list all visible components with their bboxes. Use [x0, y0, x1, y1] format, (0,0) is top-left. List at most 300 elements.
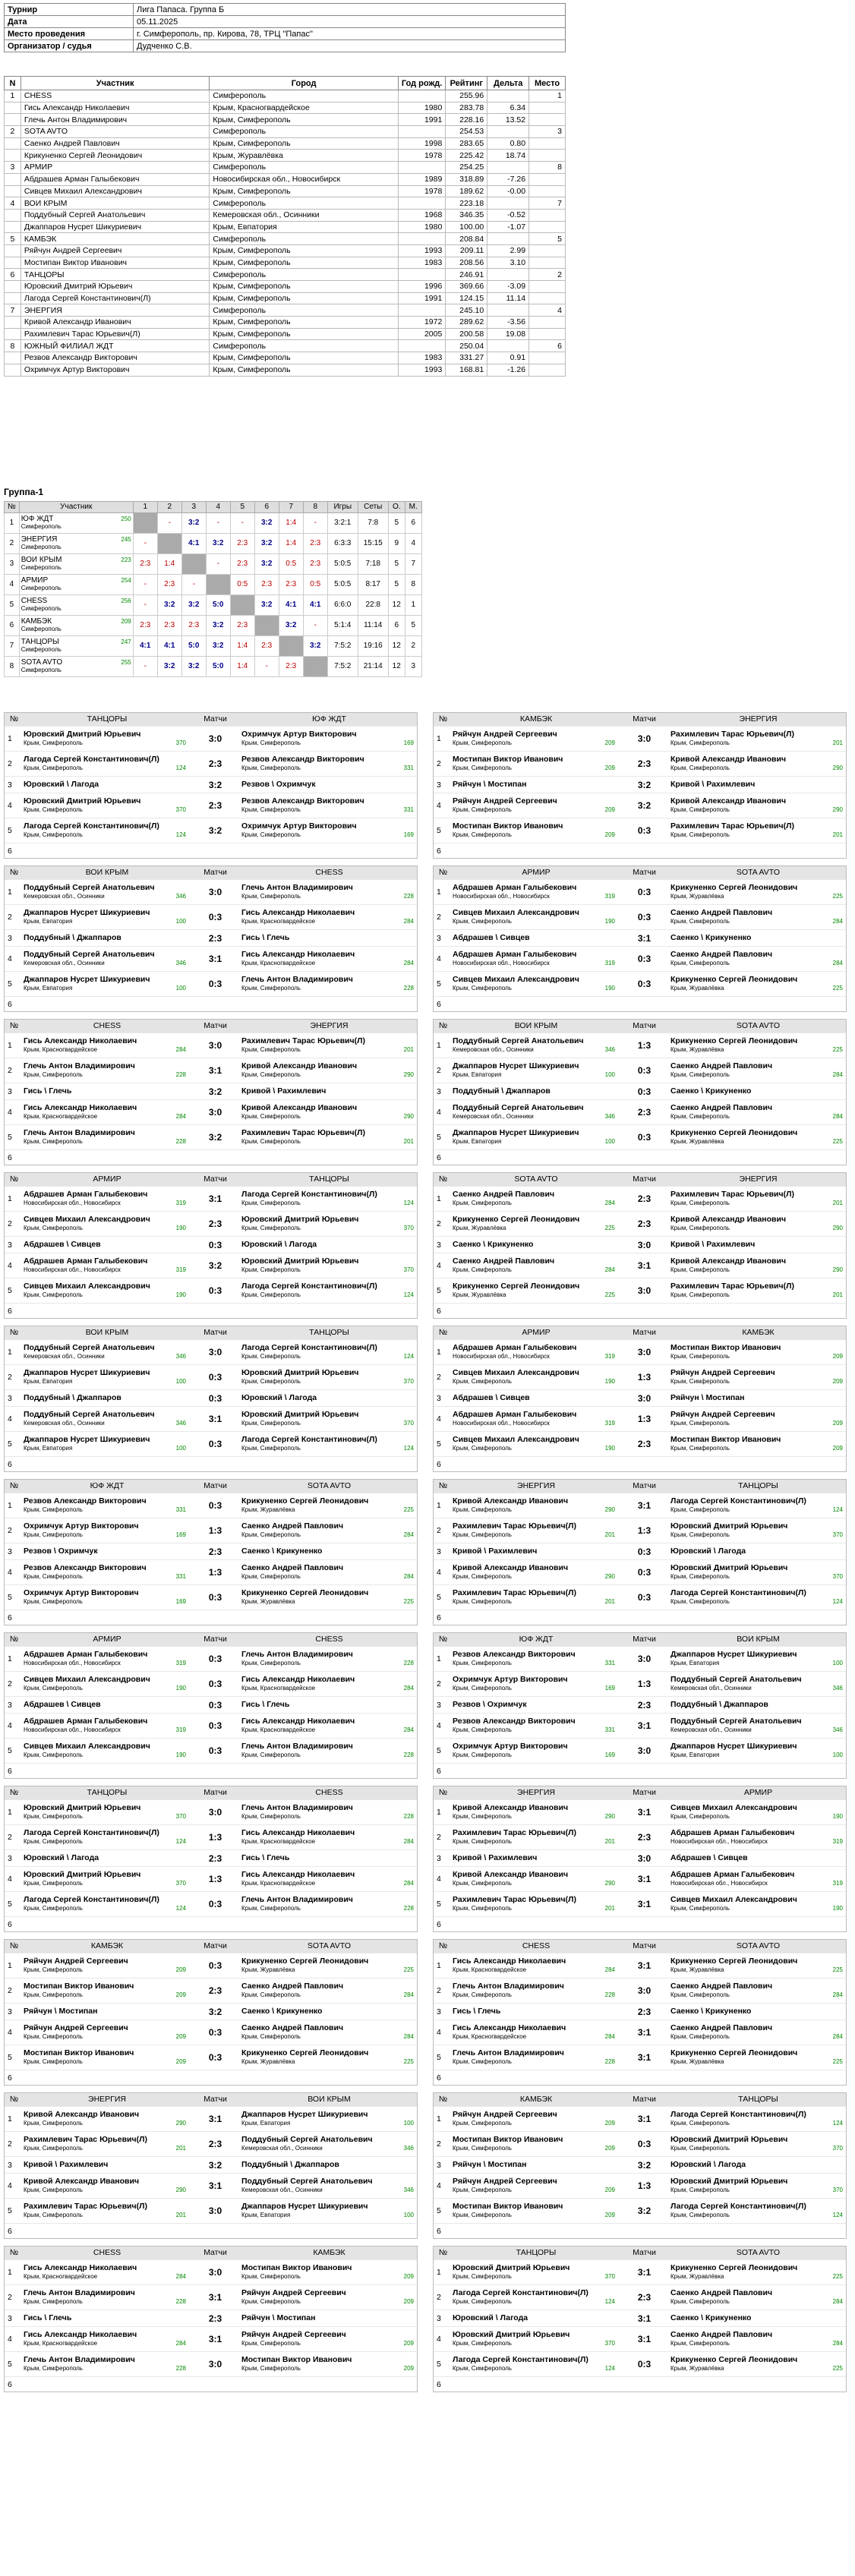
game-n: 6	[437, 1766, 441, 1776]
player-a-city: Новосибирская обл., Новосибирск 319	[24, 1199, 191, 1207]
match-game-row	[434, 2284, 846, 2310]
player-b-name: Ряйчун Андрей Сергеевич	[670, 1410, 775, 1419]
player-b	[669, 1676, 847, 1692]
player-b-rating: 225	[832, 2365, 843, 2372]
player-a	[453, 1829, 620, 1846]
team-city: Симферополь	[21, 646, 62, 653]
player-b	[669, 1651, 847, 1667]
player-b-city: Крым, Симферополь 201	[241, 1137, 418, 1146]
match-game-row	[434, 1713, 846, 1738]
player-b-name: Саенко Андрей Павлович	[670, 1103, 773, 1112]
standings-delta: -3.09	[487, 281, 529, 293]
game-n: 6	[8, 2379, 12, 2389]
info-value: Дудченко С.В.	[134, 40, 566, 52]
player-a-rating: 228	[175, 1138, 186, 1145]
player-b	[240, 1087, 418, 1096]
match-doubles-row	[5, 2310, 417, 2326]
game-score: 3:0	[637, 1745, 652, 1756]
match-game-row	[5, 1431, 417, 1456]
player-b	[669, 780, 847, 789]
standings-rating: 318.89	[446, 173, 487, 185]
match-team-a: ЭНЕРГИЯ	[517, 1481, 555, 1490]
game-score: 2:3	[208, 1219, 222, 1229]
crosstable-self-cell	[206, 575, 230, 595]
match-header	[5, 2247, 417, 2259]
player-a	[24, 1717, 191, 1734]
match-game-row	[434, 2198, 846, 2223]
standings-year: 2005	[398, 328, 445, 340]
player-a-rating: 209	[175, 2058, 186, 2065]
game-n: 6	[437, 1459, 441, 1469]
crosstable-score: 3:2	[254, 534, 279, 554]
match-game-row	[5, 751, 417, 776]
game-n: 2	[8, 2293, 12, 2302]
game-score: 0:3	[208, 1745, 222, 1756]
game-n: 2	[8, 913, 12, 922]
game-score: 0:3	[208, 1439, 222, 1449]
player-a-name: Абдрашев Арман Галыбекович	[24, 1190, 148, 1199]
match-game-row	[5, 1253, 417, 1278]
player-a-city: Крым, Евпатория 100	[24, 984, 191, 992]
player-b	[669, 1982, 847, 1999]
player-a	[24, 1344, 191, 1361]
standings-header-cell: Место	[529, 77, 566, 90]
player-b-city: Крым, Симферополь 209	[241, 2364, 418, 2373]
match-empty-row	[5, 2223, 417, 2238]
player-b-rating: 284	[403, 1880, 414, 1887]
crosstable-score: 2:3	[133, 554, 157, 575]
player-b	[669, 797, 847, 814]
pair-a: Абдрашев \ Сивцев	[24, 1700, 101, 1709]
match-doubles-row	[5, 1849, 417, 1866]
player-b-name: Ряйчун Андрей Сергеевич	[670, 1368, 775, 1377]
player-b-rating: 284	[403, 2033, 414, 2040]
player-a-rating: 100	[604, 1071, 615, 1078]
player-b-city: Крым, Симферополь 284	[670, 2339, 847, 2347]
game-n: 4	[8, 1874, 12, 1884]
player-b-rating: 284	[832, 960, 843, 966]
game-n: 4	[8, 1261, 12, 1270]
player-b-name: Мостипан Виктор Иванович	[670, 1343, 781, 1352]
player-a-name: Юровский Дмитрий Юрьевич	[24, 1870, 141, 1879]
standings-player-row	[5, 292, 566, 304]
player-a-city: Крым, Симферополь 124	[453, 2297, 620, 2306]
standings-rating: 331.27	[446, 352, 487, 364]
player-a-rating: 201	[175, 2145, 186, 2152]
match-empty-row	[5, 1610, 417, 1625]
crosstable-place: 4	[405, 534, 421, 554]
player-b-rating: 190	[832, 1905, 843, 1912]
game-n: 1	[437, 1348, 441, 1357]
player-a-city: Крым, Красногвардейское 284	[453, 1966, 620, 1974]
player-a	[453, 884, 620, 900]
player-b	[240, 1215, 418, 1232]
player-a-city: Крым, Симферополь 169	[24, 1597, 191, 1606]
player-b	[240, 1564, 418, 1581]
player-b-name: Рахимлевич Тарас Юрьевич(Л)	[670, 821, 794, 831]
standings-city: Новосибирская обл., Новосибирск	[210, 173, 399, 185]
player-a-rating: 284	[604, 2033, 615, 2040]
player-a	[453, 1896, 620, 1912]
player-b-name: Рахимлевич Тарас Юрьевич(Л)	[670, 730, 794, 739]
player-a-city: Крым, Симферополь 290	[453, 1506, 620, 1514]
crosstable-games: 7:5:2	[327, 657, 358, 677]
player-a-city: Крым, Евпатория 100	[24, 1444, 191, 1452]
player-b	[240, 1062, 418, 1079]
game-n: 1	[437, 1654, 441, 1663]
match-game-row	[5, 1559, 417, 1584]
crosstable-header-cell: №	[5, 502, 20, 513]
info-value: Лига Папаса. Группа Б	[134, 4, 566, 16]
game-score: 0:3	[208, 1592, 222, 1603]
game-score: 3:1	[208, 2114, 222, 2124]
player-b	[240, 1369, 418, 1386]
player-b-city: Крым, Симферополь 284	[241, 1991, 418, 1999]
match-game-row	[5, 1713, 417, 1738]
match-header-matches: Матчи	[633, 2095, 656, 2104]
info-key: Турнир	[5, 4, 134, 16]
crosstable-self-cell	[157, 534, 181, 554]
player-b	[240, 2007, 418, 2016]
standings-place: 5	[529, 233, 566, 245]
player-a	[24, 2331, 191, 2347]
game-n: 1	[8, 1041, 12, 1050]
crosstable-row	[5, 534, 422, 554]
player-b-city: Крым, Симферополь 284	[670, 959, 847, 967]
match-header	[434, 1173, 846, 1186]
player-b-rating: 209	[403, 2298, 414, 2305]
player-b	[240, 1037, 418, 1054]
player-b-city: Крым, Симферополь 284	[670, 1991, 847, 1999]
player-b-rating: 290	[832, 1225, 843, 1231]
game-n: 4	[8, 1108, 12, 1117]
match-game-row	[434, 1584, 846, 1610]
match-empty-row	[434, 1456, 846, 1471]
player-b	[240, 1282, 418, 1299]
match-doubles-row	[434, 1236, 846, 1253]
player-b-city: Крым, Симферополь 209	[241, 2272, 418, 2281]
game-score: 3:0	[637, 1392, 652, 1404]
player-b	[669, 1896, 847, 1912]
match-header-matches: Матчи	[633, 868, 656, 877]
player-b-rating: 370	[832, 1531, 843, 1538]
match-team-a: ЭНЕРГИЯ	[517, 1788, 555, 1797]
player-b-name: Глечь Антон Владимирович	[241, 975, 353, 984]
player-b-city: Крым, Симферополь 124	[670, 1597, 847, 1606]
crosstable-score: 1:4	[157, 554, 181, 575]
game-score: 3:0	[208, 1040, 222, 1051]
game-score: 3:2	[208, 1260, 222, 1271]
player-b-name: Кривой Александр Иванович	[241, 1103, 358, 1112]
player-a	[453, 934, 620, 942]
crosstable-points: 12	[388, 657, 405, 677]
player-b-name: Юровский Дмитрий Юрьевич	[670, 2135, 788, 2144]
player-b	[669, 1037, 847, 1054]
match-game-row	[5, 1278, 417, 1303]
crosstable-team	[19, 554, 133, 575]
match-header-n: №	[9, 1635, 19, 1644]
game-n: 6	[8, 2073, 12, 2083]
player-a-rating: 169	[604, 1751, 615, 1758]
match-team-a: ЮФ ЖДТ	[90, 1481, 125, 1490]
standings-n	[5, 352, 21, 364]
player-a-city: Крым, Красногвардейское 284	[453, 2032, 620, 2041]
standings-header-cell: Город	[210, 77, 399, 90]
player-b-city: Крым, Журавлёвка 225	[670, 2272, 847, 2281]
player-a	[453, 1282, 620, 1299]
game-n: 4	[437, 2335, 441, 2344]
match-game-row	[5, 1738, 417, 1763]
player-a-name: Рахимлевич Тарас Юрьевич(Л)	[453, 1588, 576, 1597]
player-b-city: Крым, Симферополь 124	[241, 1291, 418, 1299]
crosstable-score: 2:3	[230, 616, 254, 636]
crosstable-place: 7	[405, 554, 421, 575]
standings-place	[529, 317, 566, 329]
player-a-rating: 190	[175, 1291, 186, 1298]
standings-year: 1983	[398, 352, 445, 364]
player-a-rating: 319	[604, 1420, 615, 1427]
match-doubles-row	[5, 776, 417, 793]
player-b	[240, 1896, 418, 1912]
standings-rating: 124.15	[446, 292, 487, 304]
player-b-rating: 209	[832, 1353, 843, 1360]
player-b	[240, 797, 418, 814]
match-card	[433, 1939, 847, 2086]
player-b-name: Крикуненко Сергей Леонидович	[241, 1496, 369, 1506]
player-a	[24, 1651, 191, 1667]
player-a-city: Новосибирская обл., Новосибирск 319	[24, 1726, 191, 1734]
player-a	[453, 1497, 620, 1514]
match-team-a: CHESS	[93, 2248, 121, 2257]
player-b-rating: 370	[832, 2145, 843, 2152]
match-team-b: SOTA AVTO	[736, 868, 781, 877]
player-a-city: Крым, Симферополь 209	[453, 831, 620, 839]
player-b-name: Юровский Дмитрий Юрьевич	[670, 2177, 788, 2186]
match-empty-row	[5, 1303, 417, 1318]
player-a-city: Кемеровская обл., Осинники 346	[24, 1419, 191, 1427]
pair-b: Юровский \ Лагода	[241, 1393, 317, 1402]
match-card	[433, 1019, 847, 1165]
standings-team-row	[5, 90, 566, 102]
player-a-city: Крым, Евпатория 100	[453, 1137, 620, 1146]
standings-city: Крым, Журавлёвка	[210, 150, 399, 162]
pair-b: Гись \ Глечь	[241, 1700, 290, 1709]
standings-rating: 369.66	[446, 281, 487, 293]
player-a-rating: 284	[175, 1113, 186, 1120]
match-game-row	[5, 1891, 417, 1916]
match-game-row	[434, 1278, 846, 1303]
player-b-city: Крым, Симферополь 201	[241, 1045, 418, 1054]
player-b	[240, 2356, 418, 2373]
match-game-row	[434, 1953, 846, 1978]
standings-player-row	[5, 281, 566, 293]
player-b-name: Гись Александр Николаевич	[241, 1675, 355, 1684]
standings-n	[5, 257, 21, 269]
standings-delta	[487, 90, 529, 102]
crosstable-n: 1	[5, 513, 20, 534]
game-n: 5	[8, 1746, 12, 1755]
crosstable-score: -	[206, 554, 230, 575]
game-n: 2	[8, 1679, 12, 1688]
standings-city: Симферополь	[210, 90, 399, 102]
crosstable-team	[19, 657, 133, 677]
player-b-city: Крым, Евпатория 100	[670, 1659, 847, 1667]
standings-year: 1996	[398, 281, 445, 293]
player-b-rating: 228	[403, 893, 414, 900]
game-score: 3:0	[637, 1852, 652, 1864]
player-a-rating: 190	[604, 985, 615, 992]
game-score: 3:1	[637, 1720, 652, 1731]
game-n: 2	[8, 1986, 12, 1995]
match-header-matches: Матчи	[203, 1328, 227, 1337]
game-n: 6	[8, 999, 12, 1009]
match-header-n: №	[438, 1788, 448, 1797]
player-b-name: Мостипан Виктор Иванович	[241, 2263, 352, 2272]
player-b	[669, 1104, 847, 1121]
crosstable-points: 6	[388, 616, 405, 636]
player-b-name: Кривой Александр Иванович	[670, 796, 787, 806]
crosstable-place: 8	[405, 575, 421, 595]
match-team-a: CHESS	[522, 1941, 551, 1950]
player-b-name: Юровский Дмитрий Юрьевич	[670, 1563, 788, 1572]
player-b-name: Юровский Дмитрий Юрьевич	[241, 1215, 359, 1224]
match-team-a: КАМБЭК	[519, 2095, 553, 2104]
player-a-rating: 331	[604, 1660, 615, 1666]
game-n: 1	[8, 1961, 12, 1970]
player-b-city: Крым, Симферополь 370	[670, 1531, 847, 1539]
standings-year: 1968	[398, 209, 445, 221]
player-b-city: Крым, Симферополь 370	[670, 1572, 847, 1581]
match-game-row	[5, 971, 417, 996]
game-score: 0:3	[208, 1699, 222, 1711]
game-n: 5	[8, 2206, 12, 2215]
pair-b: Саенко \ Крикуненко	[670, 933, 752, 942]
player-a-city: Крым, Симферополь 209	[453, 2211, 620, 2219]
game-n: 4	[437, 2181, 441, 2190]
match-game-row	[5, 1364, 417, 1389]
game-n: 4	[437, 2028, 441, 2037]
player-b-name: Крикуненко Сергей Леонидович	[670, 1128, 798, 1137]
player-a	[453, 1854, 620, 1862]
match-game-row	[434, 1186, 846, 1211]
match-game-row	[434, 946, 846, 971]
game-score: 0:3	[637, 887, 652, 897]
player-a-name: Джаппаров Нусрет Шикуриевич	[453, 1128, 579, 1137]
player-a-name: Рахимлевич Тарас Юрьевич(Л)	[453, 1521, 576, 1531]
player-a	[453, 2049, 620, 2066]
player-b-city: Крым, Журавлёвка 225	[670, 892, 847, 900]
game-n: 4	[8, 801, 12, 810]
crosstable-score: 0:5	[230, 575, 254, 595]
match-game-row	[434, 971, 846, 996]
player-a-name: Кривой Александр Иванович	[453, 1563, 569, 1572]
game-n: 6	[8, 1459, 12, 1469]
match-header-n: №	[9, 868, 19, 877]
match-game-row	[434, 2019, 846, 2045]
player-b-rating: 290	[832, 806, 843, 813]
player-a	[453, 1241, 620, 1249]
standings-rating: 254.53	[446, 126, 487, 138]
game-n: 2	[437, 1373, 441, 1382]
match-empty-row	[5, 2070, 417, 2085]
match-game-row	[5, 904, 417, 929]
player-a-rating: 228	[175, 1071, 186, 1078]
player-b	[240, 822, 418, 839]
player-b-rating: 209	[832, 1378, 843, 1385]
player-a	[453, 2136, 620, 2152]
game-score: 2:3	[208, 1985, 222, 1996]
player-b	[669, 2111, 847, 2127]
player-b-rating: 228	[403, 985, 414, 992]
player-a-rating: 284	[604, 1200, 615, 1206]
group-title: Группа-1	[4, 487, 44, 497]
standings-name: Охримчук Артур Викторович	[21, 364, 209, 376]
player-a-rating: 209	[604, 2145, 615, 2152]
player-b-name: Охримчук Артур Викторович	[241, 730, 357, 739]
player-b-city: Крым, Симферополь 331	[241, 806, 418, 814]
player-a	[24, 884, 191, 900]
game-score: 1:3	[637, 2180, 652, 2191]
match-game-row	[5, 1978, 417, 2003]
crosstable-score: 2:3	[181, 616, 206, 636]
match-header	[434, 1020, 846, 1033]
game-score: 3:2	[208, 2159, 222, 2171]
pair-b: Саенко \ Крикуненко	[670, 2007, 752, 2016]
standings-place	[529, 221, 566, 233]
player-b-name: Юровский Дмитрий Юрьевич	[241, 1256, 359, 1266]
pair-b: Гись \ Глечь	[241, 933, 290, 942]
match-game-row	[434, 818, 846, 843]
team-rating: 209	[121, 618, 131, 625]
player-b	[240, 1547, 418, 1556]
crosstable-team	[19, 636, 133, 657]
match-header-n: №	[438, 1021, 448, 1030]
player-b-name: Джаппаров Нусрет Шикуриевич	[670, 1650, 797, 1659]
match-team-b: ЭНЕРГИЯ	[310, 1021, 349, 1030]
player-a-rating: 290	[604, 1506, 615, 1513]
player-b-city: Крым, Журавлёвка 225	[670, 1966, 847, 1974]
game-score: 3:1	[637, 1899, 652, 1909]
match-game-row	[434, 1891, 846, 1916]
standings-rating: 223.18	[446, 197, 487, 210]
match-header	[434, 1940, 846, 1953]
player-a	[24, 1104, 191, 1121]
player-a-city: Крым, Симферополь 331	[453, 1659, 620, 1667]
standings-delta	[487, 162, 529, 174]
standings-place	[529, 173, 566, 185]
game-n: 3	[8, 2313, 12, 2323]
game-score: 3:1	[637, 1874, 652, 1884]
player-b-rating: 284	[832, 2340, 843, 2347]
team-rating: 256	[121, 597, 131, 604]
pair-b: Ряйчун \ Мостипан	[241, 2313, 316, 2322]
pair-b: Юровский \ Лагода	[670, 1547, 746, 1556]
crosstable-n: 5	[5, 595, 20, 616]
standings-year: 1983	[398, 257, 445, 269]
player-b	[669, 2356, 847, 2373]
player-a-rating: 190	[604, 1445, 615, 1452]
standings-n	[5, 328, 21, 340]
pair-a: Поддубный \ Джаппаров	[453, 1086, 551, 1096]
player-b-city: Крым, Симферополь 284	[670, 2297, 847, 2306]
player-a-city: Крым, Симферополь 124	[24, 1904, 191, 1912]
game-n: 2	[8, 1066, 12, 1075]
player-b	[669, 2289, 847, 2306]
game-score: 0:3	[208, 1239, 222, 1250]
player-a-city: Крым, Красногвардейское 284	[24, 1045, 191, 1054]
player-b-name: Крикуненко Сергей Леонидович	[241, 2048, 369, 2057]
player-a	[24, 1037, 191, 1054]
